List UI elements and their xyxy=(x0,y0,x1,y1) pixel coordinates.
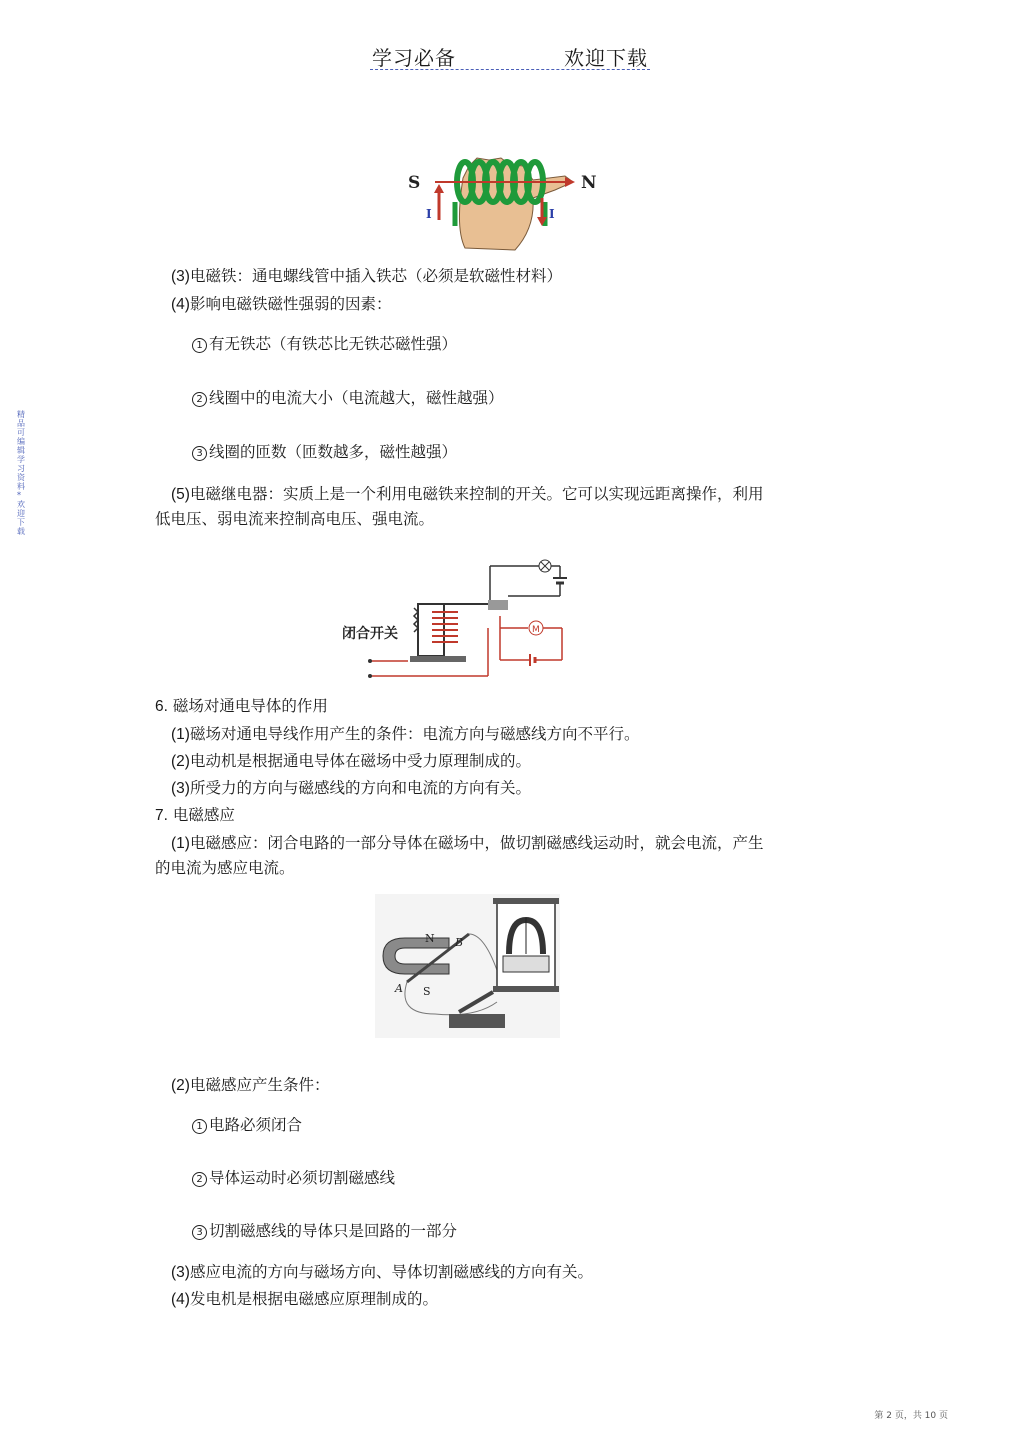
section-7-item-1: (1)电磁感应：闭合电路的一部分导体在磁场中，做切割磁感线运动时，就会电流，产生 xyxy=(171,834,764,852)
label-i-right: I xyxy=(549,207,555,221)
fig3-b: B xyxy=(455,936,464,949)
header-rule xyxy=(370,69,650,70)
header-left: 学习必备 xyxy=(372,46,456,70)
section-7-item-3: (3)感应电流的方向与磁场方向、导体切割磁感线的方向有关。 xyxy=(171,1263,593,1281)
header-right: 欢迎下载 xyxy=(564,46,648,70)
section-6-heading: 6. 磁场对通电导体的作用 xyxy=(155,697,328,715)
side-watermark: 精品可编辑学习资料*欢迎下载 xyxy=(17,410,25,536)
label-s: S xyxy=(408,173,421,193)
factor-3: 3 线圈的匝数（匝数越多，磁性越强） xyxy=(192,440,457,462)
factor-2: 2 线圈中的电流大小（电流越大，磁性越强） xyxy=(192,386,504,408)
label-n: N xyxy=(581,173,597,193)
section-6-item-1: (1)磁场对通电导线作用产生的条件：电流方向与磁感线方向不平行。 xyxy=(171,725,640,743)
section-6-item-3: (3)所受力的方向与磁感线的方向和电流的方向有关。 xyxy=(171,779,531,797)
page-footer: 第 2 页，共 10 页 xyxy=(874,1411,948,1421)
section-7-item-4: (4)发电机是根据电磁感应原理制成的。 xyxy=(171,1290,438,1308)
factor-1: 1 有无铁芯（有铁芯比无铁芯磁性强） xyxy=(192,332,457,354)
page-header xyxy=(370,42,650,74)
motor-label: M xyxy=(532,625,540,635)
section-7-item-2: (2)电磁感应产生条件： xyxy=(171,1076,330,1094)
fig3-s: S xyxy=(423,985,431,998)
right-hand-rule-figure xyxy=(405,138,605,256)
fig3-a: A xyxy=(395,982,403,995)
section-6-item-2: (2)电动机是根据通电导体在磁场中受力原理制成的。 xyxy=(171,752,531,770)
section-7-heading: 7. 电磁感应 xyxy=(155,806,235,824)
section-7-item-1-cont: 的电流为感应电流。 xyxy=(155,859,295,877)
item-3-electromagnet: (3)电磁铁：通电螺线管中插入铁芯（必须是软磁性材料） xyxy=(171,267,562,285)
relay-label: 闭合开关 xyxy=(342,626,398,642)
item-5-relay: (5)电磁继电器：实质上是一个利用电磁铁来控制的开关。它可以实现远距离操作，利用 xyxy=(171,485,764,503)
relay-circuit-figure xyxy=(340,556,580,686)
condition-3: 3 切割磁感线的导体只是回路的一部分 xyxy=(192,1219,457,1241)
label-i-left: I xyxy=(426,207,432,221)
item-5-relay-cont: 低电压、弱电流来控制高电压、强电流。 xyxy=(155,510,435,528)
fig3-n: N xyxy=(425,932,435,945)
condition-2: 2 导体运动时必须切割磁感线 xyxy=(192,1166,395,1188)
condition-1: 1 电路必须闭合 xyxy=(192,1113,302,1135)
induction-figure xyxy=(375,894,560,1038)
item-4-factors: (4)影响电磁铁磁性强弱的因素： xyxy=(171,295,392,313)
